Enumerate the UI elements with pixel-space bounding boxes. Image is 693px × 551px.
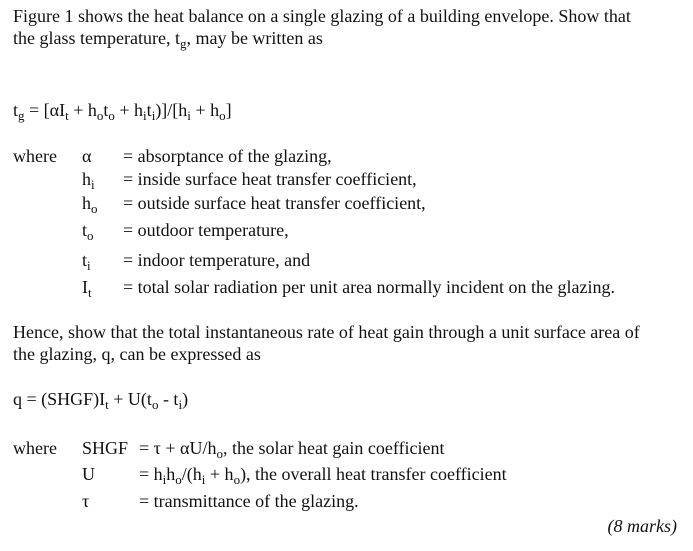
text-run: ) (182, 389, 189, 409)
hence-line-2: the glazing, q, can be expressed as (13, 344, 261, 364)
subscript: o (151, 397, 159, 412)
definition-description: = inside surface heat transfer coefficient, (123, 169, 417, 189)
symbol-subscript: o (87, 228, 94, 243)
text-run: + h (114, 100, 144, 120)
text-run: t (103, 100, 109, 120)
symbol-text: t (82, 220, 88, 240)
text-run: t (146, 100, 152, 120)
symbol-subscript: i (91, 177, 95, 192)
text-run: /(h (181, 464, 202, 484)
text-run: q = (SHGF)I (13, 389, 106, 409)
subscript: o (108, 108, 115, 123)
text-run: , the solar heat gain coefficient (222, 438, 445, 458)
subscript: o (96, 108, 104, 123)
symbol-text: I (82, 277, 88, 297)
definition-description: = absorptance of the glazing, (123, 146, 332, 166)
subscript: g (18, 108, 25, 123)
definition-symbol (82, 249, 91, 271)
definition-description: = indoor temperature, and (123, 250, 311, 270)
subscript: t (105, 397, 109, 412)
intro-line-2-sub: g (179, 36, 187, 51)
definition-symbol (82, 219, 94, 241)
symbol-text: h (82, 169, 91, 189)
subscript: i (162, 472, 167, 487)
symbol-text: α (82, 146, 92, 166)
text-run: = τ + αU/h (139, 438, 217, 458)
text-run: h (166, 464, 176, 484)
text-run: + h (205, 464, 234, 484)
subscript: i (187, 108, 191, 123)
where-label: where (13, 146, 57, 166)
subscript: i (201, 472, 206, 487)
symbol-subscript: o (91, 201, 98, 216)
definition-description: = outside surface heat transfer coefficient, (123, 193, 426, 213)
symbol-text: h (82, 193, 91, 213)
text-run: + h (68, 100, 97, 120)
definition-description (139, 437, 445, 459)
text-run: = h (139, 464, 163, 484)
text-run: + U(t (108, 389, 152, 409)
definition-description (139, 490, 359, 512)
definition-description (139, 463, 507, 485)
text-run: ] (225, 100, 232, 120)
subscript: i (143, 108, 147, 123)
text-run: t (13, 100, 19, 120)
intro-line-1: Figure 1 shows the heat balance on a single glazing of a building envelope. Show that (13, 6, 631, 26)
text-run: + h (190, 100, 220, 120)
hence-line-1: Hence, show that the total instantaneous rate of heat gain through a unit surface area of (13, 322, 640, 342)
text-run: ), the overall heat transfer coefficient (240, 464, 507, 484)
symbol-subscript: i (87, 258, 91, 273)
subscript: i (151, 108, 156, 123)
definition-symbol (82, 192, 98, 214)
definition-symbol (82, 276, 92, 298)
text-run: )]/[h (155, 100, 188, 120)
definition-symbol: U (82, 464, 95, 484)
marks-label: (8 marks) (607, 516, 677, 536)
definition-description: = outdoor temperature, (123, 220, 289, 240)
text-run: - t (158, 389, 179, 409)
definition-symbol (82, 145, 91, 167)
intro-line-2-post: , may be written as (186, 28, 323, 48)
intro-line-2 (13, 27, 323, 49)
subscript: o (219, 108, 226, 123)
subscript: o (216, 446, 223, 461)
equation-glass-temperature (13, 99, 232, 121)
subscript: i (178, 397, 183, 412)
subscript: o (233, 472, 241, 487)
intro-line-2-pre: the glass temperature, t (13, 28, 180, 48)
text-run: = [αI (24, 100, 66, 120)
subscript: t (65, 108, 69, 123)
definition-symbol (82, 168, 95, 190)
symbol-subscript: t (88, 285, 92, 300)
equation-heat-gain (13, 388, 188, 410)
definition-description: = total solar radiation per unit area normally incident on the glazing. (123, 277, 615, 297)
text-run: = transmittance of the glazing. (139, 491, 359, 511)
subscript: o (175, 472, 182, 487)
symbol-text: t (82, 250, 88, 270)
where-label-2: where (13, 438, 57, 458)
definition-symbol: τ (82, 491, 90, 511)
definition-symbol: SHGF (82, 438, 129, 458)
